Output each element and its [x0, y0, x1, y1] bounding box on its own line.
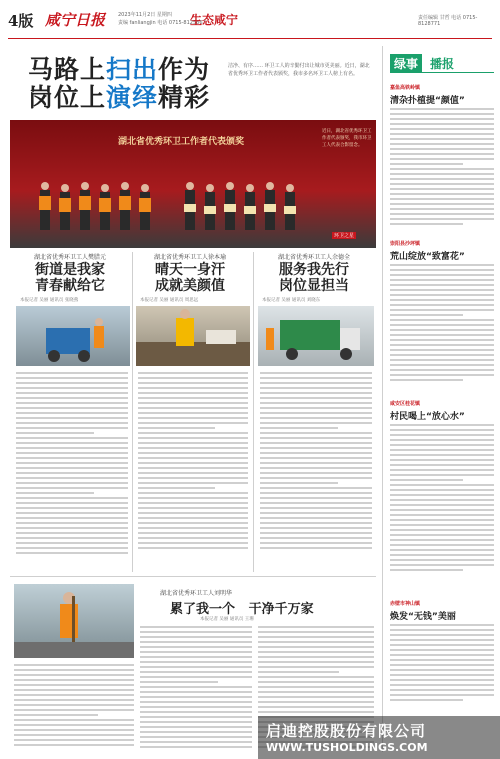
column-3-body: [260, 372, 372, 572]
worker-cart-figure: [16, 306, 130, 366]
column-2-meta: 本报记者 吴丽 通讯员 周思远: [140, 298, 199, 303]
column-2-body: [138, 372, 248, 572]
sidebar-divider: [382, 46, 383, 752]
sidebar-item-1-body: [390, 108, 494, 230]
headline-line-2: 岗位上演绎精彩: [28, 83, 211, 112]
sidebar-item-4-body: [390, 624, 494, 714]
sidebar-header-rule: [390, 72, 494, 73]
sweeper-figure: [14, 584, 134, 658]
column-1-label: 湖北省优秀环卫工人樊腊元: [33, 254, 106, 261]
column-divider-1: [132, 252, 133, 572]
corner-label: 环卫之星: [334, 233, 355, 239]
watermark-en: WWW.TUSHOLDINGS.COM: [266, 741, 428, 754]
paper-name: 咸宁日报: [45, 11, 106, 29]
column-1-title: 街道是我家 青春献给它: [35, 262, 105, 294]
headline-line-1: 马路上扫出作为: [28, 55, 211, 84]
column-divider-2: [253, 252, 254, 572]
sidebar-item-4-title: 焕发“无钱”美丽: [390, 612, 456, 622]
banner-title: 湖北省优秀环卫工作者代表颁奖: [118, 137, 245, 147]
bottom-story-body-1: [14, 664, 134, 752]
bottom-story-label: 湖北省优秀环卫工人刘明华: [160, 590, 233, 597]
sidebar-item-2-title: 荒山绽放“致富花”: [390, 252, 465, 262]
sidebar-item-3-body: [390, 424, 494, 584]
intro-text: 洁净、有序…… 环卫工人的辛勤付出让城市更美丽。近日，湖北省优秀环卫工作者代表颁奖，我市多名环卫工人榜上有名。: [228, 63, 370, 77]
column-3-title: 服务我先行 岗位显担当: [279, 262, 349, 294]
garbage-truck-figure: [258, 306, 374, 366]
header-right-info: 责任编辑 甘哲 电话 0715-8128771: [418, 15, 478, 27]
column-3-meta: 本报记者 吴丽 通讯员 刘晓东: [262, 298, 321, 303]
watermark-cn: 启迪控股股份有限公司: [266, 722, 427, 740]
bottom-story-rule: [10, 576, 376, 577]
main-headline: [28, 56, 210, 112]
bottom-story-title: 累了我一个 干净千万家: [170, 602, 314, 617]
watermark: [258, 716, 500, 759]
header-rule: [8, 38, 492, 39]
award-ceremony-photo: [10, 120, 376, 248]
column-1-photo: [16, 306, 130, 366]
column-1-body: [16, 372, 128, 572]
bottom-story-meta: 本报记者 吴丽 通讯员 王珊: [200, 617, 254, 622]
sidebar-item-3-title: 村民喝上“放心水”: [390, 412, 465, 422]
sidebar-item-4-label: 赤壁市神山镇: [390, 601, 421, 607]
photo-caption: 近日，湖北省优秀环卫工作者代表颁奖，我市环卫工人代表合影留念。: [322, 129, 372, 148]
sidebar-header: [390, 54, 494, 74]
column-3-label: 湖北省优秀环卫工人余德全: [277, 254, 350, 261]
page-header: [0, 0, 500, 46]
sidebar-item-1-label: 嘉鱼高铁岭镇: [390, 85, 421, 91]
worker-desk-figure: [136, 306, 250, 366]
sidebar-item-2-body: [390, 264, 494, 386]
sidebar-section-b: 播报: [430, 57, 455, 71]
column-2-label: 湖北省优秀环卫工人徐本瑜: [153, 254, 226, 261]
sidebar-item-3-label: 咸安区桂花镇: [390, 401, 421, 407]
column-2-photo: [136, 306, 250, 366]
sidebar-section-a: 绿事: [390, 54, 422, 73]
bottom-story-body-2: [140, 626, 252, 752]
column-2-title: 晴天一身汗 成就美颜值: [155, 262, 225, 294]
header-contact: 责编 fanliangjin 电话 0715-8125867: [118, 20, 206, 26]
column-3-photo: [258, 306, 374, 366]
page-number: 4版: [8, 12, 34, 30]
section-title: 生态咸宁: [190, 13, 239, 27]
sidebar-item-2-label: 崇阳县沙坪镇: [390, 241, 421, 247]
header-date: 2023年11月2日 星期四: [118, 12, 172, 18]
bottom-story-photo: [14, 584, 134, 658]
sidebar-item-1-title: 清杂扑植提“颜值”: [390, 96, 465, 106]
column-1-meta: 本报记者 吴丽 通讯员 张晓燕: [20, 298, 79, 303]
